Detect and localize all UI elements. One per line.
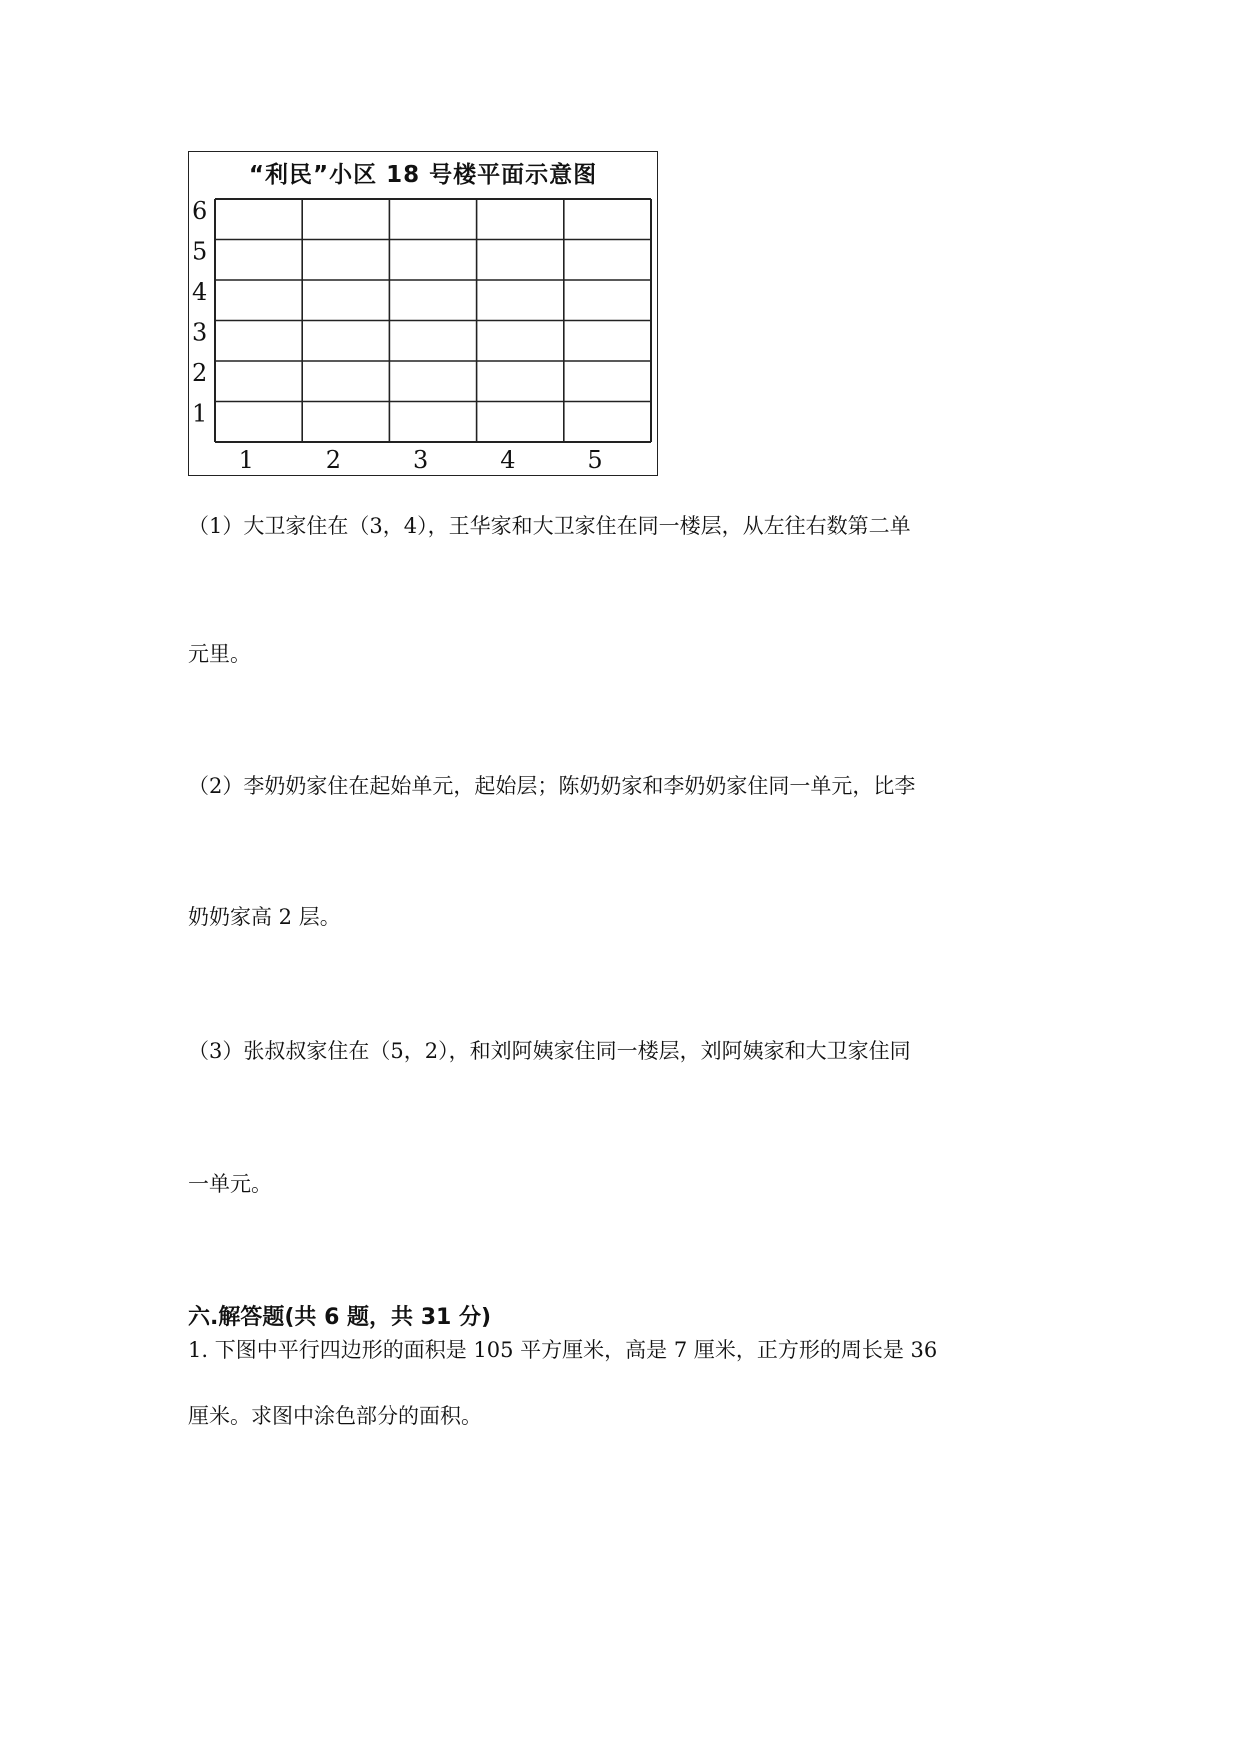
floor-label: 5 [192,237,208,266]
floor-label: 4 [192,278,208,306]
floor-plan-grid [189,152,657,475]
figure-title: “利民”小区 18 号楼平面示意图 [248,162,598,188]
unit-label: 2 [325,446,342,474]
unit-label: 3 [413,446,429,474]
question-1-line-1: （1）大卫家住在（3，4），王华家和大卫家住在同一楼层，从左往右数第二单 [188,514,911,538]
question-3-line-2: 一单元。 [188,1172,272,1196]
unit-label: 1 [238,446,254,474]
question-2-line-1: （2）李奶奶家住在起始单元，起始层；陈奶奶家和李奶奶家住同一单元，比李 [188,774,916,798]
unit-label: 4 [500,446,516,474]
question-2-line-2: 奶奶家高 2 层。 [188,905,341,929]
building-floor-plan-figure [188,151,658,476]
unit-label: 5 [587,446,603,474]
floor-label: 1 [192,399,208,428]
problem-1-line-2: 厘米。求图中涂色部分的面积。 [188,1404,482,1428]
floor-label: 6 [192,197,208,225]
floor-label: 2 [192,359,208,387]
question-1-line-2: 元里。 [188,642,251,666]
problem-1-line-1: 1. 下图中平行四边形的面积是 105 平方厘米，高是 7 厘米，正方形的周长是 36 [188,1338,938,1362]
floor-label: 3 [192,318,208,347]
section-6-title: 六.解答题(共 6 题，共 31 分) [188,1305,492,1330]
question-3-line-1: （3）张叔叔家住在（5，2），和刘阿姨家住同一楼层，刘阿姨家和大卫家住同 [188,1039,911,1063]
